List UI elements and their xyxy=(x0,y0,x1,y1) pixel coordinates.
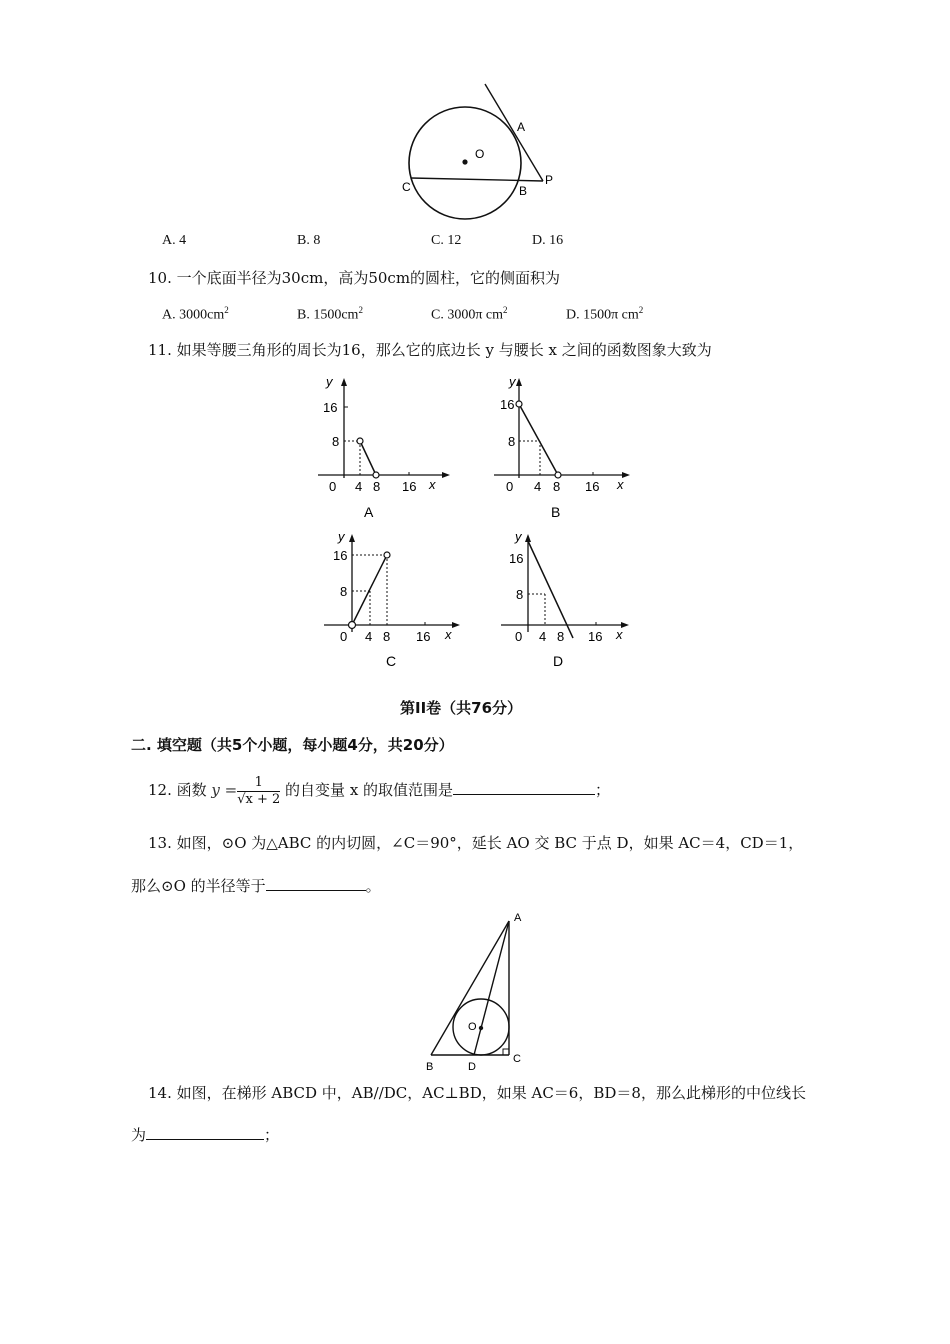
graph-b-caption: B xyxy=(551,504,561,520)
q14-answer-blank[interactable] xyxy=(146,1125,264,1140)
graph-d-tick-8: 8 xyxy=(516,587,524,602)
graph-c-tick-x4: 4 xyxy=(365,629,373,644)
q14-line2 xyxy=(131,1125,279,1144)
label-b: B xyxy=(519,184,528,198)
q9-option-a: A. 4 xyxy=(162,233,187,248)
graph-a-tick-16: 16 xyxy=(323,400,338,415)
label-c: C xyxy=(402,180,411,194)
q10-question: 10. 一个底面半径为30cm，高为50cm的圆柱，它的侧面积为 xyxy=(148,269,561,287)
graph-d-x-label: x xyxy=(616,627,623,642)
graph-a-tick-0: 0 xyxy=(329,479,337,494)
graph-c xyxy=(318,528,468,673)
graph-b-tick-0: 0 xyxy=(506,479,514,494)
q13-line2 xyxy=(131,876,381,895)
graph-d-tick-x4: 4 xyxy=(539,629,547,644)
q12-y-eq: y = xyxy=(211,781,238,799)
graph-c-tick-8: 8 xyxy=(340,584,348,599)
label-d: D xyxy=(468,1061,476,1073)
graph-b-tick-x4: 4 xyxy=(534,479,542,494)
graph-c-x-label: x xyxy=(445,627,452,642)
q12-end: ； xyxy=(595,781,611,799)
graph-d-tick-0: 0 xyxy=(515,629,523,644)
graph-b-tick-16: 16 xyxy=(500,397,515,412)
graph-a-tick-x8: 8 xyxy=(373,479,381,494)
q11-question: 11. 如果等腰三角形的周长为16，那么它的底边长 y 与腰长 x 之间的函数图象大致为 xyxy=(148,341,712,359)
q14-line1: 14. 如图，在梯形 ABCD 中，AB//DC，AC⊥BD，如果 AC＝6，BD＝8，那么此梯形的中位线长 xyxy=(148,1084,806,1102)
label-c: C xyxy=(513,1053,521,1065)
label-a: A xyxy=(514,912,522,924)
graph-c-tick-x8: 8 xyxy=(383,629,391,644)
graph-a-tick-8: 8 xyxy=(332,434,340,449)
graph-c-tick-16: 16 xyxy=(333,548,348,563)
q13-end: 。 xyxy=(365,877,381,895)
graph-b-tick-x16: 16 xyxy=(585,479,600,494)
graph-a xyxy=(310,372,455,522)
label-b: B xyxy=(426,1061,434,1073)
q14-line2-text: 为 xyxy=(131,1126,147,1144)
q12-answer-blank[interactable] xyxy=(453,780,595,795)
q10-option-d: D. 1500π $cm^2$ xyxy=(566,305,644,323)
graph-a-tick-x4: 4 xyxy=(355,479,363,494)
graph-d-tick-x8: 8 xyxy=(557,629,565,644)
q12-denominator: √x + 2 xyxy=(237,791,281,807)
graph-a-caption: A xyxy=(364,504,374,520)
graph-b-tick-x8: 8 xyxy=(553,479,561,494)
label-a: A xyxy=(517,120,526,134)
graph-c-caption: C xyxy=(386,653,397,669)
q14-end: ； xyxy=(264,1126,280,1144)
graph-d-tick-16: 16 xyxy=(509,551,524,566)
graph-b-tick-8: 8 xyxy=(508,434,516,449)
graph-d-caption: D xyxy=(553,653,564,669)
q13-line1: 13. 如图，⊙O 为△ABC 的内切圆，∠C＝90°，延长 AO 交 BC 于点 D，如果 AC＝4，CD＝1， xyxy=(148,834,804,852)
graph-d-y-label: y xyxy=(515,529,522,544)
q12-question xyxy=(148,772,610,808)
part2-title: 第II卷（共76分） xyxy=(400,699,523,717)
q12-suffix: 的自变量 x 的取值范围是 xyxy=(285,781,454,799)
q9-option-b: B. 8 xyxy=(297,233,321,248)
q9-option-d: D. 16 xyxy=(532,233,564,248)
graph-a-y-label: y xyxy=(326,374,333,389)
graph-a-x-label: x xyxy=(429,477,436,492)
graph-c-y-label: y xyxy=(338,529,345,544)
q13-answer-blank[interactable] xyxy=(266,876,366,891)
circle-tangent-figure xyxy=(395,78,565,228)
q12-fraction xyxy=(237,775,280,808)
graph-b-y-label: y xyxy=(509,374,516,389)
section2-title: 二. 填空题（共5个小题，每小题4分，共20分） xyxy=(131,736,454,754)
graph-b xyxy=(488,372,638,522)
label-o: O xyxy=(475,147,485,161)
graph-a-tick-x16: 16 xyxy=(402,479,417,494)
graph-c-tick-0: 0 xyxy=(340,629,348,644)
graph-c-tick-x16: 16 xyxy=(416,629,431,644)
q12-numerator: 1 xyxy=(237,775,280,792)
q10-option-b: B. $1500cm^2$ xyxy=(297,305,363,323)
graph-d-tick-x16: 16 xyxy=(588,629,603,644)
q12-prefix: 12. 函数 xyxy=(148,781,207,799)
graph-d xyxy=(495,528,640,673)
q10-option-a: A. $3000cm^2$ xyxy=(162,305,229,323)
q13-line2-text: 那么⊙O 的半径等于 xyxy=(131,877,266,895)
label-o: O xyxy=(468,1021,477,1033)
q10-option-c: C. 3000π $cm^2$ xyxy=(431,305,508,323)
incircle-triangle-figure xyxy=(420,905,535,1075)
label-p: P xyxy=(545,173,554,187)
graph-b-x-label: x xyxy=(617,477,624,492)
q9-option-c: C. 12 xyxy=(431,233,462,248)
